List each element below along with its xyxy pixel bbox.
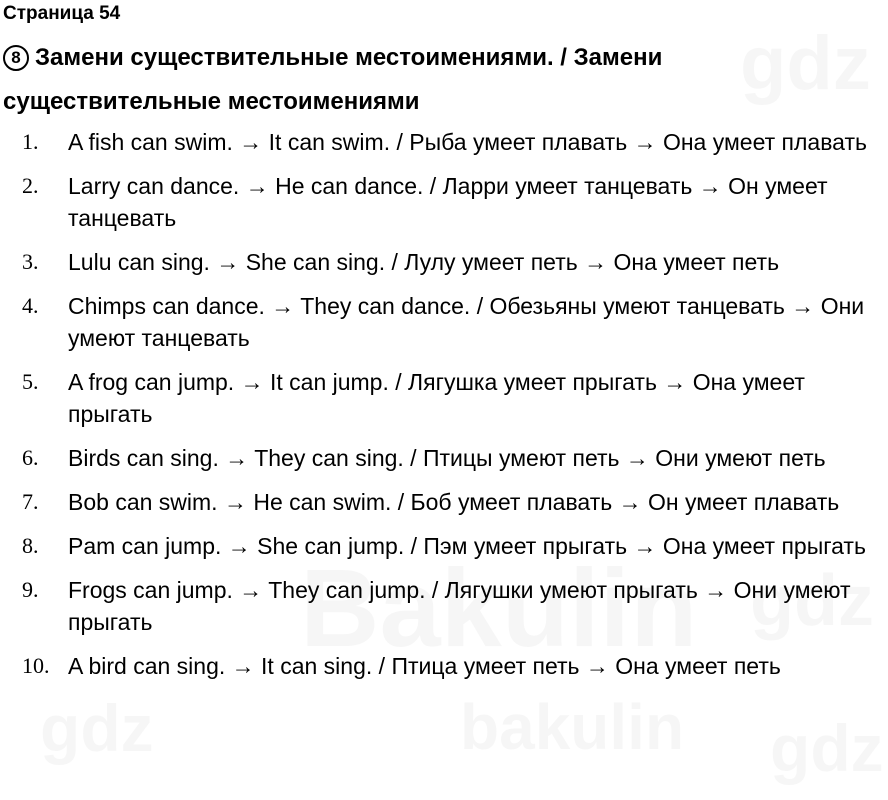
- watermark-gdz-left: [40, 690, 154, 766]
- item-text: Larry can dance. → He can dance. / Ларри умеет танцевать → Он умеет танцевать: [68, 173, 828, 231]
- list-item: [0, 170, 888, 234]
- item-text: A fish can swim. → It can swim. / Рыба умеет плавать → Она умеет плавать: [68, 129, 867, 155]
- list-item: [0, 650, 888, 682]
- item-number: 2.: [22, 173, 39, 198]
- list-item: [0, 486, 888, 518]
- list-item: [0, 246, 888, 278]
- list-item: [0, 126, 888, 158]
- page-label: Страница 54: [3, 3, 121, 24]
- item-text: Birds can sing. → They can sing. / Птицы умеют петь → Они умеют петь: [68, 445, 826, 471]
- item-number: 9.: [22, 577, 39, 602]
- watermark-gdz-bottom: [770, 710, 884, 786]
- item-text: A bird can sing. → It can sing. / Птица умеет петь → Она умеет петь: [68, 653, 781, 679]
- task-title: [3, 36, 863, 124]
- item-number: 8.: [22, 533, 39, 558]
- list-item: [0, 290, 888, 354]
- answer-list: [0, 126, 888, 694]
- item-text: Lulu can sing. → She can sing. / Лулу умеет петь → Она умеет петь: [68, 249, 780, 275]
- item-text: Frogs can jump. → They can jump. / Лягушки умеют прыгать → Они умеют прыгать: [68, 577, 851, 635]
- item-number: 7.: [22, 489, 39, 514]
- item-text: Chimps can dance. → They can dance. / Обезьяны умеют танцевать → Они умеют танцевать: [68, 293, 865, 351]
- watermark-bakulin-small: [460, 690, 684, 764]
- item-number: 1.: [22, 129, 39, 154]
- list-item: [0, 366, 888, 430]
- list-item: [0, 530, 888, 562]
- item-text: A frog can jump. → It can jump. / Лягушка умеет прыгать → Она умеет прыгать: [68, 369, 805, 427]
- item-number: 5.: [22, 369, 39, 394]
- item-number: 4.: [22, 293, 39, 318]
- item-number: 6.: [22, 445, 39, 470]
- list-item: [0, 574, 888, 638]
- item-number: 3.: [22, 249, 39, 274]
- item-number: 10.: [22, 653, 50, 678]
- item-text: Bob can swim. → He can swim. / Боб умеет плавать → Он умеет плавать: [68, 489, 840, 515]
- task-number-badge: 8: [3, 45, 29, 71]
- list-item: [0, 442, 888, 474]
- item-text: Pam can jump. → She can jump. / Пэм умеет прыгать → Она умеет прыгать: [68, 533, 866, 559]
- task-title-text: Замени существительные местоимениями. / Замени существительные местоимениями: [3, 44, 663, 115]
